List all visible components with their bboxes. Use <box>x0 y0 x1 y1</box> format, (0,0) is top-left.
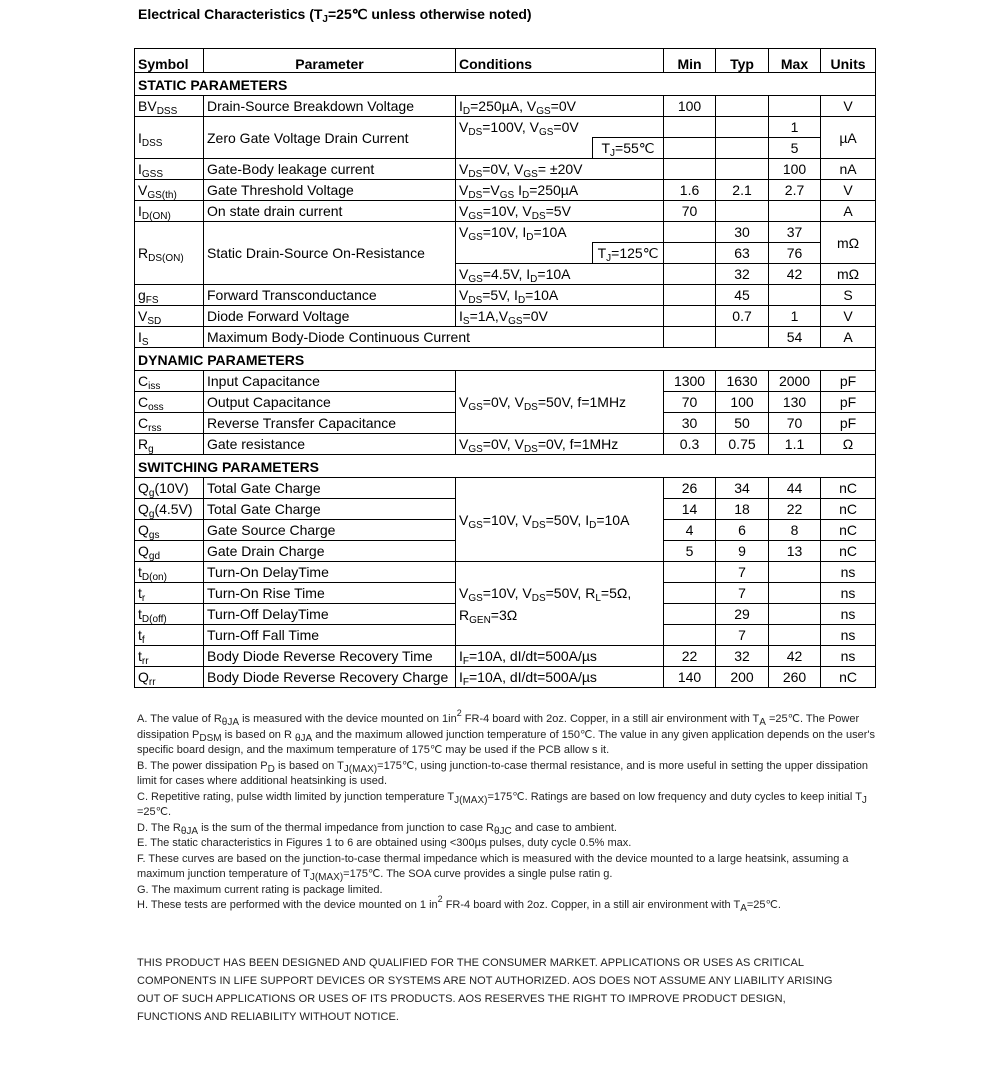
units: ns <box>821 562 876 583</box>
conditions: $V_{GS}=0V$, $V_{DS}=50V$, f=1MHz <box>456 371 664 434</box>
header-conditions: Conditions <box>456 49 664 73</box>
header-units: Units <box>821 49 876 73</box>
max: 54 <box>769 327 821 348</box>
typ: 50 <box>716 413 769 434</box>
symbol: $R_g$ <box>135 434 204 455</box>
conditions: $V_{GS}=10V$, $V_{DS}=5V$ <box>456 201 664 222</box>
typ: 32 <box>716 264 769 285</box>
typ: 2.1 <box>716 180 769 201</box>
conditions: $V_{GS}=10V$, $V_{DS}=50V$, $I_D=10A$ <box>456 478 664 562</box>
symbol: $t_{D(on)}$ <box>135 562 204 583</box>
parameter: Zero Gate Voltage Drain Current <box>204 117 456 159</box>
section-title: Electrical Characteristics ($T_J=25℃$ unless otherwise noted) <box>138 6 532 25</box>
symbol: $I_{D(ON)}$ <box>135 201 204 222</box>
max: 70 <box>769 413 821 434</box>
min <box>664 117 716 138</box>
footnote-c: C. Repetitive rating, pulse width limited by junction temperature $T_{J(MAX)}=175℃$. Ratings are based on low frequency and duty cycles to keep initial $T_J$ =25℃. <box>137 790 867 818</box>
typ: 7 <box>716 562 769 583</box>
conditions-blank <box>456 138 593 159</box>
typ: 30 <box>716 222 769 243</box>
typ: 7 <box>716 625 769 646</box>
section-static-parameters: STATIC PARAMETERS <box>135 73 876 96</box>
disclaimer-line: COMPONENTS IN LIFE SUPPORT DEVICES OR SYSTEMS ARE NOT AUTHORIZED. AOS DOES NOT ASSUME ANY LIABILITY ARISING <box>137 975 833 987</box>
parameter: On state drain current <box>204 201 456 222</box>
parameter: Turn-On Rise Time <box>204 583 456 604</box>
min: 4 <box>664 520 716 541</box>
max <box>769 562 821 583</box>
max: 130 <box>769 392 821 413</box>
parameter: Total Gate Charge <box>204 478 456 499</box>
section-switching-parameters: SWITCHING PARAMETERS <box>135 455 876 478</box>
typ <box>716 96 769 117</box>
units: ns <box>821 625 876 646</box>
min <box>664 138 716 159</box>
units: µA <box>821 117 876 159</box>
typ: 32 <box>716 646 769 667</box>
min <box>664 583 716 604</box>
min <box>664 625 716 646</box>
typ: 9 <box>716 541 769 562</box>
max: 1.1 <box>769 434 821 455</box>
parameter: Maximum Body-Diode Continuous Current <box>204 327 664 348</box>
units: V <box>821 306 876 327</box>
symbol: $BV_{DSS}$ <box>135 96 204 117</box>
min <box>664 327 716 348</box>
conditions: $I_D=250\mu A$, $V_{GS}=0V$ <box>456 96 664 117</box>
table-header-row <box>135 49 876 73</box>
symbol: $Q_g(10V)$ <box>135 478 204 499</box>
parameter: Body Diode Reverse Recovery Time <box>204 646 456 667</box>
max: 13 <box>769 541 821 562</box>
table-row <box>135 285 876 306</box>
electrical-characteristics-table <box>134 48 876 688</box>
typ: 45 <box>716 285 769 306</box>
units: nA <box>821 159 876 180</box>
disclaimer <box>137 954 877 1026</box>
parameter: Turn-Off DelayTime <box>204 604 456 625</box>
conditions: $V_{DS}=5V$, $I_D=10A$ <box>456 285 664 306</box>
typ: 7 <box>716 583 769 604</box>
parameter: Forward Transconductance <box>204 285 456 306</box>
symbol: $t_f$ <box>135 625 204 646</box>
parameter: Input Capacitance <box>204 371 456 392</box>
parameter: Diode Forward Voltage <box>204 306 456 327</box>
parameter: Body Diode Reverse Recovery Charge <box>204 667 456 688</box>
conditions-temp: $T_J=125℃$ <box>593 243 664 264</box>
units: nC <box>821 541 876 562</box>
conditions: $I_F=10A$, dI/dt=500A/µs <box>456 667 664 688</box>
footnote-h: H. These tests are performed with the device mounted on 1 $in^2$ FR-4 board with 2oz. Copper, in a still air environment with $T_A=25℃$. <box>137 894 781 914</box>
units: nC <box>821 520 876 541</box>
typ <box>716 327 769 348</box>
parameter: Static Drain-Source On-Resistance <box>204 222 456 285</box>
symbol: $Q_{rr}$ <box>135 667 204 688</box>
max: 44 <box>769 478 821 499</box>
typ: 200 <box>716 667 769 688</box>
typ: 1630 <box>716 371 769 392</box>
typ: 0.75 <box>716 434 769 455</box>
max: 37 <box>769 222 821 243</box>
min: 30 <box>664 413 716 434</box>
symbol: $C_{iss}$ <box>135 371 204 392</box>
typ: 100 <box>716 392 769 413</box>
symbol: $Q_{gd}$ <box>135 541 204 562</box>
table-row <box>135 117 876 138</box>
table-row <box>135 646 876 667</box>
symbol: $V_{SD}$ <box>135 306 204 327</box>
units: nC <box>821 499 876 520</box>
header-symbol: Symbol <box>135 49 204 73</box>
max: 8 <box>769 520 821 541</box>
parameter: Gate Source Charge <box>204 520 456 541</box>
symbol: $I_{DSS}$ <box>135 117 204 159</box>
max: 1 <box>769 306 821 327</box>
min: 1300 <box>664 371 716 392</box>
units: mΩ <box>821 264 876 285</box>
units: ns <box>821 646 876 667</box>
footnote-a: A. The value of $R_{\theta JA}$ is measured with the device mounted on $1in^2$ FR-4 board with 2oz. Copper, in a still air environment with $T_A$ =25℃. The Power dissipation $P_{DSM}$ is based on R $_{\theta JA}$ and the maximum allowed junction temperature of 150℃. The value in any given application depends on the user's specific board design, and the maximum temperature of 175℃ may be used if the PCB allow s it. <box>137 708 875 756</box>
conditions: $I_F=10A$, dI/dt=500A/µs <box>456 646 664 667</box>
conditions: $V_{DS}=0V$, $V_{GS}= \pm 20V$ <box>456 159 664 180</box>
footnote-e: E. The static characteristics in Figures 1 to 6 are obtained using <300µs pulses, duty cycle 0.5% max. <box>137 837 632 849</box>
symbol: $t_{rr}$ <box>135 646 204 667</box>
header-typ: Typ <box>716 49 769 73</box>
parameter: Gate-Body leakage current <box>204 159 456 180</box>
footnote-f: F. These curves are based on the junction-to-case thermal impedance which is measured with the device mounted to a large heatsink, assuming a maximum junction temperature of $T_{J(MAX)}=175℃$. The SOA curve provides a single pulse ratin g. <box>137 852 849 883</box>
max <box>769 625 821 646</box>
units: pF <box>821 392 876 413</box>
symbol: $g_{FS}$ <box>135 285 204 306</box>
symbol: $V_{GS(th)}$ <box>135 180 204 201</box>
table-row <box>135 222 876 243</box>
typ <box>716 138 769 159</box>
min: 5 <box>664 541 716 562</box>
table-row <box>135 201 876 222</box>
min: 22 <box>664 646 716 667</box>
header-max: Max <box>769 49 821 73</box>
parameter: Gate resistance <box>204 434 456 455</box>
parameter: Turn-Off Fall Time <box>204 625 456 646</box>
max <box>769 285 821 306</box>
parameter: Gate Drain Charge <box>204 541 456 562</box>
typ: 6 <box>716 520 769 541</box>
symbol: $I_{GSS}$ <box>135 159 204 180</box>
min: 14 <box>664 499 716 520</box>
typ <box>716 201 769 222</box>
min <box>664 243 716 264</box>
conditions: $V_{GS}=0V$, $V_{DS}=0V$, f=1MHz <box>456 434 664 455</box>
conditions: $V_{GS}=10V$, $V_{DS}=50V$, $R_L=5\Omega$, $R_{GEN}=3\Omega$ <box>456 562 664 646</box>
table-row <box>135 478 876 499</box>
section-dynamic-parameters: DYNAMIC PARAMETERS <box>135 348 876 371</box>
max: 1 <box>769 117 821 138</box>
typ: 0.7 <box>716 306 769 327</box>
units: S <box>821 285 876 306</box>
units: Ω <box>821 434 876 455</box>
min <box>664 604 716 625</box>
min: 70 <box>664 392 716 413</box>
max: 42 <box>769 264 821 285</box>
parameter: Drain-Source Breakdown Voltage <box>204 96 456 117</box>
table-row <box>135 434 876 455</box>
min <box>664 159 716 180</box>
min <box>664 285 716 306</box>
max <box>769 583 821 604</box>
max: 2.7 <box>769 180 821 201</box>
min: 140 <box>664 667 716 688</box>
max: 42 <box>769 646 821 667</box>
conditions-temp: $T_J=55℃$ <box>593 138 664 159</box>
units: mΩ <box>821 222 876 264</box>
min: 26 <box>664 478 716 499</box>
min: 100 <box>664 96 716 117</box>
max <box>769 604 821 625</box>
table-row <box>135 306 876 327</box>
units: V <box>821 96 876 117</box>
symbol: $I_S$ <box>135 327 204 348</box>
conditions-blank <box>456 243 593 264</box>
max: 5 <box>769 138 821 159</box>
units: ns <box>821 583 876 604</box>
symbol: $t_{D(off)}$ <box>135 604 204 625</box>
typ: 63 <box>716 243 769 264</box>
table-row <box>135 371 876 392</box>
footnotes <box>137 708 877 914</box>
conditions: $V_{DS}=100V$, $V_{GS}=0V$ <box>456 117 664 138</box>
symbol: $t_r$ <box>135 583 204 604</box>
max <box>769 201 821 222</box>
table-row <box>135 180 876 201</box>
units: V <box>821 180 876 201</box>
header-parameter: Parameter <box>204 49 456 73</box>
disclaimer-line: THIS PRODUCT HAS BEEN DESIGNED AND QUALIFIED FOR THE CONSUMER MARKET. APPLICATIONS OR USES AS CRITICAL <box>137 957 805 969</box>
typ <box>716 117 769 138</box>
table-row <box>135 96 876 117</box>
conditions: $V_{DS}=V_{GS}$ $I_D=250\mu A$ <box>456 180 664 201</box>
max <box>769 96 821 117</box>
symbol: $C_{rss}$ <box>135 413 204 434</box>
footnote-b: B. The power dissipation $P_D$ is based on $T_{J(MAX)}=175℃$, using junction-to-case thermal resistance, and is more useful in setting the upper dissipation limit for cases where additional heatsinking is used. <box>137 759 868 787</box>
disclaimer-line: OUT OF SUCH APPLICATIONS OR USES OF ITS PRODUCTS. AOS RESERVES THE RIGHT TO IMPROVE PRODUCT DESIGN, <box>137 993 786 1005</box>
parameter: Turn-On DelayTime <box>204 562 456 583</box>
units: pF <box>821 413 876 434</box>
units: ns <box>821 604 876 625</box>
units: nC <box>821 667 876 688</box>
table-row <box>135 159 876 180</box>
footnote-d: D. The $R_{\theta JA}$ is the sum of the thermal impedance from junction to case $R_{\theta JC}$ and case to ambient. <box>137 821 617 837</box>
parameter: Total Gate Charge <box>204 499 456 520</box>
typ: 18 <box>716 499 769 520</box>
table-row <box>135 562 876 583</box>
units: A <box>821 201 876 222</box>
conditions: $V_{GS}=4.5V$, $I_D=10A$ <box>456 264 664 285</box>
min <box>664 306 716 327</box>
units: pF <box>821 371 876 392</box>
disclaimer-line: FUNCTIONS AND RELIABILITY WITHOUT NOTICE. <box>137 1011 400 1023</box>
max: 100 <box>769 159 821 180</box>
table-row <box>135 667 876 688</box>
max: 76 <box>769 243 821 264</box>
symbol: $C_{oss}$ <box>135 392 204 413</box>
conditions: $V_{GS}=10V$, $I_D=10A$ <box>456 222 664 243</box>
min <box>664 264 716 285</box>
max: 2000 <box>769 371 821 392</box>
min <box>664 222 716 243</box>
units: nC <box>821 478 876 499</box>
parameter: Gate Threshold Voltage <box>204 180 456 201</box>
max: 22 <box>769 499 821 520</box>
typ: 34 <box>716 478 769 499</box>
table-row <box>135 327 876 348</box>
parameter: Reverse Transfer Capacitance <box>204 413 456 434</box>
parameter: Output Capacitance <box>204 392 456 413</box>
footnote-g: G. The maximum current rating is package limited. <box>137 883 383 896</box>
symbol: $Q_{gs}$ <box>135 520 204 541</box>
min: 1.6 <box>664 180 716 201</box>
symbol: $R_{DS(ON)}$ <box>135 222 204 285</box>
typ <box>716 159 769 180</box>
min: 0.3 <box>664 434 716 455</box>
conditions: $I_S=1A,V_{GS}=0V$ <box>456 306 664 327</box>
max: 260 <box>769 667 821 688</box>
units: A <box>821 327 876 348</box>
header-min: Min <box>664 49 716 73</box>
min: 70 <box>664 201 716 222</box>
symbol: $Q_g(4.5V)$ <box>135 499 204 520</box>
min <box>664 562 716 583</box>
typ: 29 <box>716 604 769 625</box>
